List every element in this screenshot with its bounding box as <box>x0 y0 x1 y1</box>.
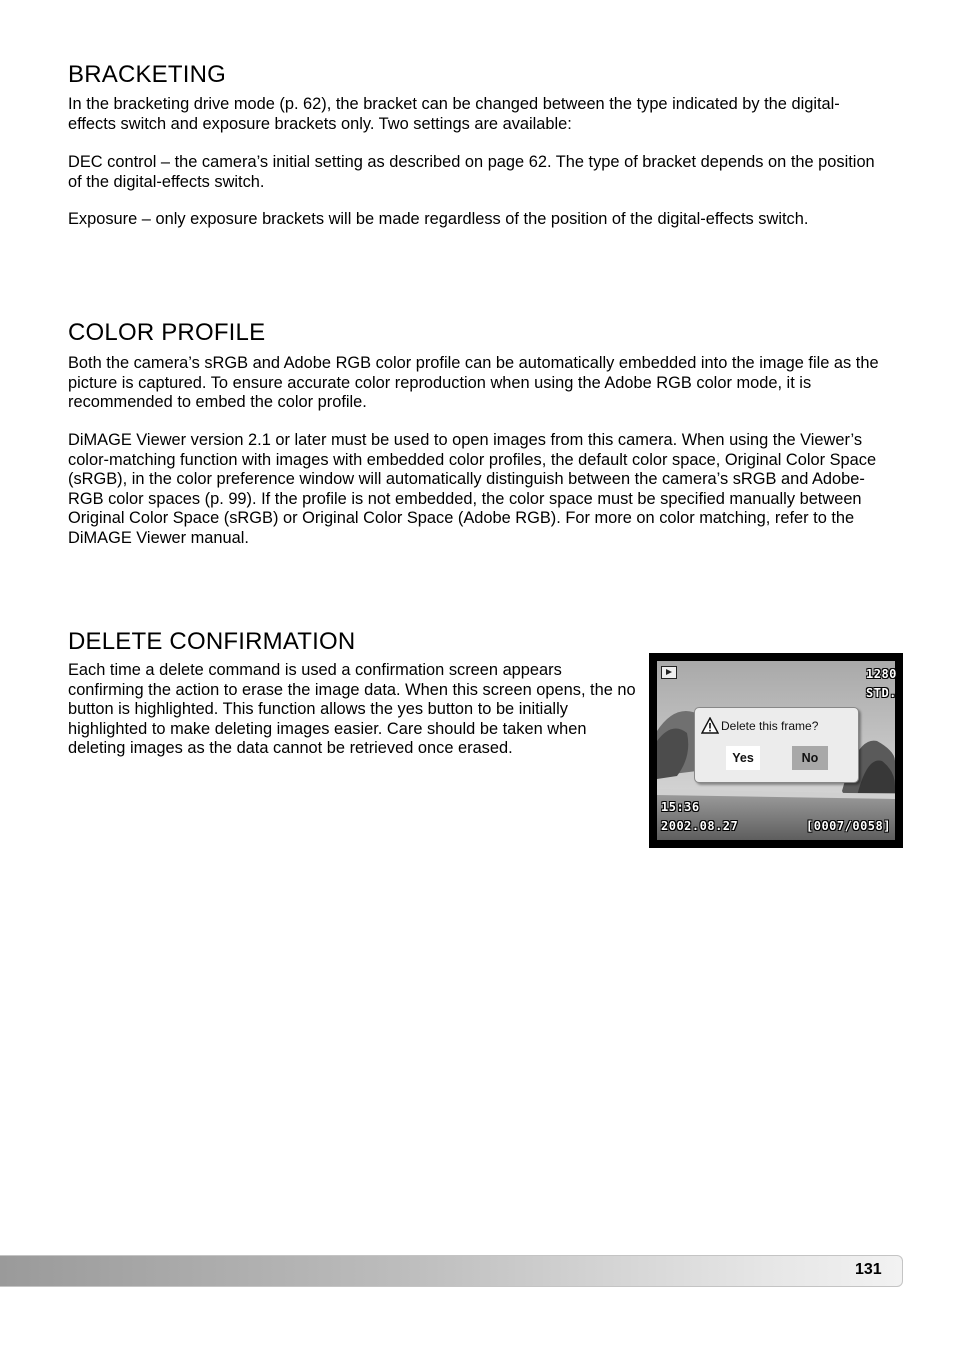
bracketing-exposure-paragraph: Exposure – only exposure brackets will be made regardless of the position of the digital-effects switch. <box>68 210 809 228</box>
frame-counter: [0007/0058] <box>806 819 891 833</box>
color-profile-paragraph: Both the camera’s sRGB and Adobe RGB color profile can be automatically embedded into the image file as the picture is captured. To ensure accurate color reproduction when using the Adobe RGB color mode, it is recommended to embed the color profile. <box>68 354 879 412</box>
resolution-indicator: 1280 <box>866 667 897 681</box>
bracketing-paragraph: In the bracketing drive mode (p. 62), the bracket can be changed between the type indicated by the digital-effects switch and exposure brackets only. Two settings are available: <box>68 95 840 133</box>
date-display: 2002.08.27 <box>661 819 739 833</box>
section-title-delete-confirmation: DELETE CONFIRMATION <box>68 628 356 655</box>
section-title-bracketing: BRACKETING <box>68 61 227 88</box>
playback-icon <box>661 666 677 679</box>
no-button[interactable]: No <box>792 746 828 770</box>
yes-button[interactable]: Yes <box>726 746 760 770</box>
page-number: 131 <box>855 1261 882 1278</box>
dialog-message: Delete this frame? <box>721 719 819 733</box>
bracketing-dec-control-paragraph: DEC control – the camera’s initial setting as described on page 62. The type of bracket depends on the position of the digital-effects switch. <box>68 153 875 191</box>
section-title-color-profile: COLOR PROFILE <box>68 319 266 346</box>
quality-indicator: STD. <box>866 686 897 700</box>
footer-bar <box>0 1255 903 1287</box>
dimage-viewer-paragraph: DiMAGE Viewer version 2.1 or later must be used to open images from this camera. When using the Viewer’s color-matching function with images with embedded color profiles, the default color space, Original Color Space (sRGB), in the color preference window will automatically distinguish between the camera’s sRGB and Adobe-RGB color spaces (p. 99). If the profile is not embedded, the color space must be specified manually between Original Color Space (sRGB) or Original Color Space (Adobe RGB). For more on color matching, refer to the DiMAGE Viewer manual. <box>68 431 877 547</box>
warning-icon <box>701 717 719 734</box>
delete-confirmation-paragraph: Each time a delete command is used a confirmation screen appears confirming the action to erase the image data. When this screen opens, the no button is highlighted. This function allows the yes button to be initially highlighted to make deleting images easier. Care should be taken when deleting images as the data cannot be retrieved once erased. <box>68 661 636 758</box>
time-display: 15:36 <box>661 800 700 814</box>
